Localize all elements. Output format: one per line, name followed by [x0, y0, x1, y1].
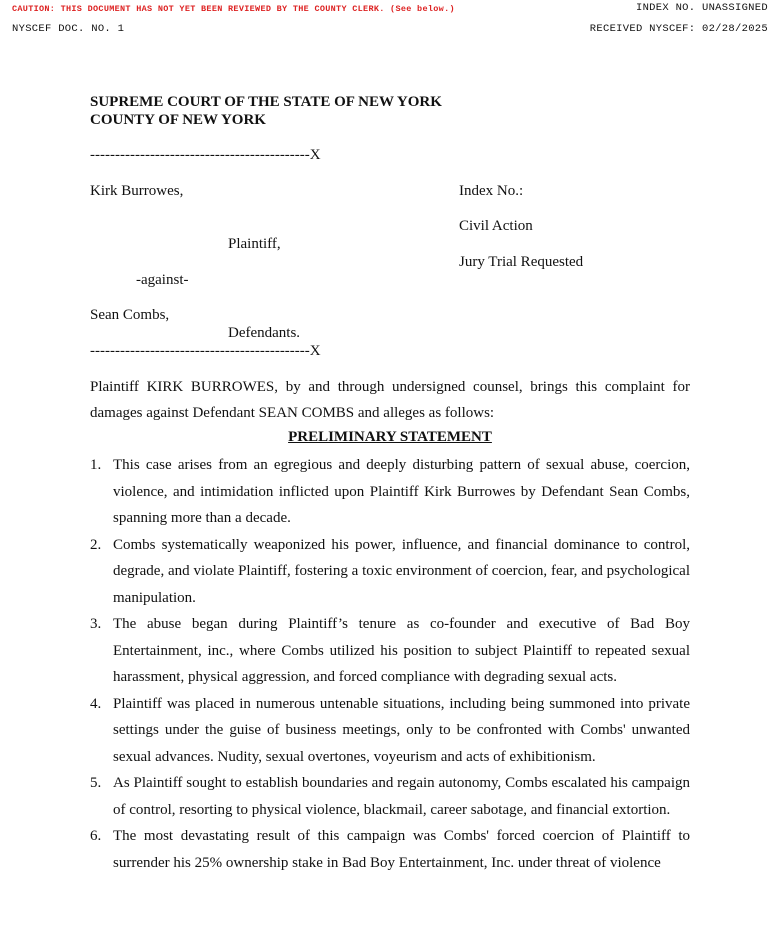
list-item [90, 823, 690, 876]
list-item [90, 532, 690, 612]
plaintiff-name: Kirk Burrowes, [90, 183, 184, 199]
paragraph-text: Combs systematically weaponized his power, influence, and financial dominance to control, degrade, and violate Plaintiff, fostering a toxic environment of coercion, fear, and psychological manipulation. [113, 536, 690, 606]
paragraph-text: Plaintiff was placed in numerous untenable situations, including being summoned into private settings under the guise of business meetings, only to be confronted with Combs' unwanted sexual advances. Nudity, sexual overtones, voyeurism and acts of exhibitionism. [113, 695, 690, 765]
against-label: -against- [136, 272, 189, 288]
defendant-name: Sean Combs, [90, 307, 170, 323]
index-label: Index No.: [459, 183, 524, 199]
preliminary-statement-heading: PRELIMINARY STATEMENT [288, 429, 492, 445]
nyscef-doc-number: NYSCEF DOC. NO. 1 [12, 23, 125, 35]
civil-action-label: Civil Action [459, 218, 533, 234]
list-item [90, 770, 690, 823]
paragraph-number: 5. [90, 775, 102, 791]
paragraph-text: The abuse began during Plaintiff’s tenure as co-founder and executive of Bad Boy Entertainment, inc., where Combs utilized his position to subject Plaintiff to repeated sexual harassment, physical aggression, and forced compliance with degrading sexual acts. [113, 616, 690, 685]
paragraph-number: 1. [90, 457, 102, 473]
paragraph-number: 2. [90, 536, 102, 553]
court-line-1: SUPREME COURT OF THE STATE OF NEW YORK [90, 94, 442, 110]
list-item [90, 691, 690, 771]
numbered-paragraphs [90, 452, 690, 876]
list-item [90, 452, 690, 532]
paragraph-text: This case arises from an egregious and deeply disturbing pattern of sexual abuse, coercion, violence, and intimidation inflicted upon Plaintiff Kirk Burrowes by Defendant Sean Combs, spanning more than a decade. [113, 457, 690, 526]
paragraph-number: 4. [90, 695, 102, 712]
jury-trial-label: Jury Trial Requested [459, 254, 584, 270]
plaintiff-role: Plaintiff, [228, 236, 281, 252]
received-date: RECEIVED NYSCEF: 02/28/2025 [589, 23, 768, 35]
caution-notice: CAUTION: THIS DOCUMENT HAS NOT YET BEEN REVIEWED BY THE COUNTY CLERK. (See below.) [12, 4, 455, 14]
paragraph-text: As Plaintiff sought to establish boundaries and regain autonomy, Combs escalated his campaign of control, resorting to physical violence, blackmail, career sabotage, and financial extortion. [113, 775, 690, 818]
caption-divider-top: --------------------------------------------X [90, 147, 321, 163]
paragraph-number: 6. [90, 828, 102, 844]
court-name [90, 93, 442, 129]
court-line-2: COUNTY OF NEW YORK [90, 112, 266, 128]
list-item [90, 611, 690, 691]
defendant-role: Defendants. [228, 325, 301, 341]
section-heading [90, 428, 690, 446]
paragraph-text: The most devastating result of this campaign was Combs' forced coercion of Plaintiff to surrender his 25% ownership stake in Bad Boy Entertainment, Inc. under threat of violence [113, 828, 690, 871]
index-number: INDEX NO. UNASSIGNED [635, 2, 768, 14]
paragraph-number: 3. [90, 616, 102, 632]
intro-paragraph: Plaintiff KIRK BURROWES, by and through undersigned counsel, brings this complaint for damages against Defendant SEAN COMBS and alleges as follows: [90, 379, 690, 421]
caption-divider-bottom: --------------------------------------------X [90, 343, 321, 359]
